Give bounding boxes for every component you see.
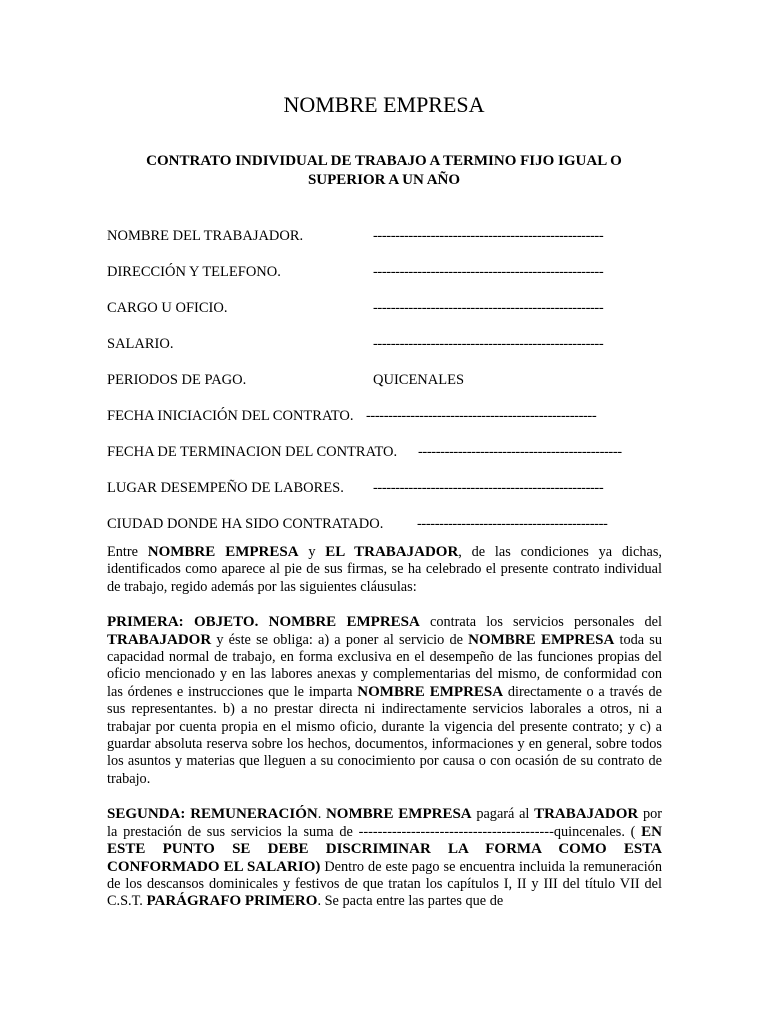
- field-start-date: [107, 404, 667, 440]
- field-label: PERIODOS DE PAGO.: [107, 372, 247, 388]
- field-label: FECHA INICIACIÓN DEL CONTRATO.: [107, 408, 354, 424]
- field-label: CARGO U OFICIO.: [107, 300, 228, 316]
- field-address-phone: [107, 260, 667, 296]
- field-pay-periods: [107, 368, 667, 404]
- field-value: ----------------------------------------------------: [366, 408, 597, 424]
- clause-segunda: SEGUNDA: REMUNERACIÓN. NOMBRE EMPRESA pagará al TRABAJADOR por la prestación de sus servicios la suma de -----------------------------------------quincenales. ( EN ESTE PUNTO SE DEBE DISCRIMINAR LA FORMA COMO ESTA CONFORMADO EL SALARIO) Dentro de este pago se encuentra incluida la remuneración de los descansos dominicales y festivos de que tratan los capítulos I, II y III del título VII del C.S.T. PARÁGRAFO PRIMERO. Se pacta entre las partes que de: [107, 806, 662, 910]
- field-label: NOMBRE DEL TRABAJADOR.: [107, 228, 304, 244]
- field-value: ----------------------------------------------------: [373, 480, 604, 496]
- field-value: QUICENALES: [373, 372, 465, 388]
- field-end-date: [107, 440, 667, 476]
- field-label: CIUDAD DONDE HA SIDO CONTRATADO.: [107, 516, 384, 532]
- clause-primera: PRIMERA: OBJETO. NOMBRE EMPRESA contrata los servicios personales del TRABAJADOR y éste se obliga: a) a poner al servicio de NOMBRE EMPRESA toda su capacidad normal de trabajo, en forma exclusiva en el desempeño de las funciones propias del oficio mencionado y en las labores anexas y complementarias del mismo, de conformidad con las órdenes e instrucciones que le imparta NOMBRE EMPRESA directamente o a través de sus representantes. b) a no prestar directa ni indirectamente servicios laborales a otros, ni a trabajar por cuenta propia en el mismo oficio, durante la vigencia del presente contrato; y c) a guardar absoluta reserva sobre los hechos, documentos, informaciones y en general, sobre todos los asuntos y materias que lleguen a su conocimiento por causa o con ocasión de su contrato de trabajo.: [107, 614, 662, 787]
- field-value: ----------------------------------------------------: [373, 300, 604, 316]
- contract-title: CONTRATO INDIVIDUAL DE TRABAJO A TERMINO FIJO IGUAL O SUPERIOR A UN AÑO: [146, 153, 622, 188]
- field-value: ----------------------------------------------------: [373, 336, 604, 352]
- field-label: SALARIO.: [107, 336, 174, 352]
- field-salary: [107, 332, 667, 368]
- contract-fields: [107, 224, 667, 548]
- intro-paragraph: Entre NOMBRE EMPRESA y EL TRABAJADOR, de las condiciones ya dichas, identificados como aparece al pie de sus firmas, se ha celebrado el presente contrato individual de trabajo, regido además por las siguientes cláusulas:: [107, 544, 663, 595]
- field-label: FECHA DE TERMINACION DEL CONTRATO.: [107, 444, 398, 460]
- contract-body: [107, 544, 662, 929]
- field-value: ----------------------------------------------------: [373, 228, 604, 244]
- field-label: DIRECCIÓN Y TELEFONO.: [107, 264, 281, 280]
- field-value: ----------------------------------------------: [418, 444, 622, 460]
- field-worker-name: [107, 224, 667, 260]
- company-name: NOMBRE EMPRESA: [283, 92, 485, 117]
- field-value: -------------------------------------------: [417, 516, 608, 532]
- field-hiring-city: [107, 512, 667, 548]
- field-work-location: [107, 476, 667, 512]
- field-value: ----------------------------------------------------: [373, 264, 604, 280]
- field-label: LUGAR DESEMPEÑO DE LABORES.: [107, 480, 344, 496]
- field-position: [107, 296, 667, 332]
